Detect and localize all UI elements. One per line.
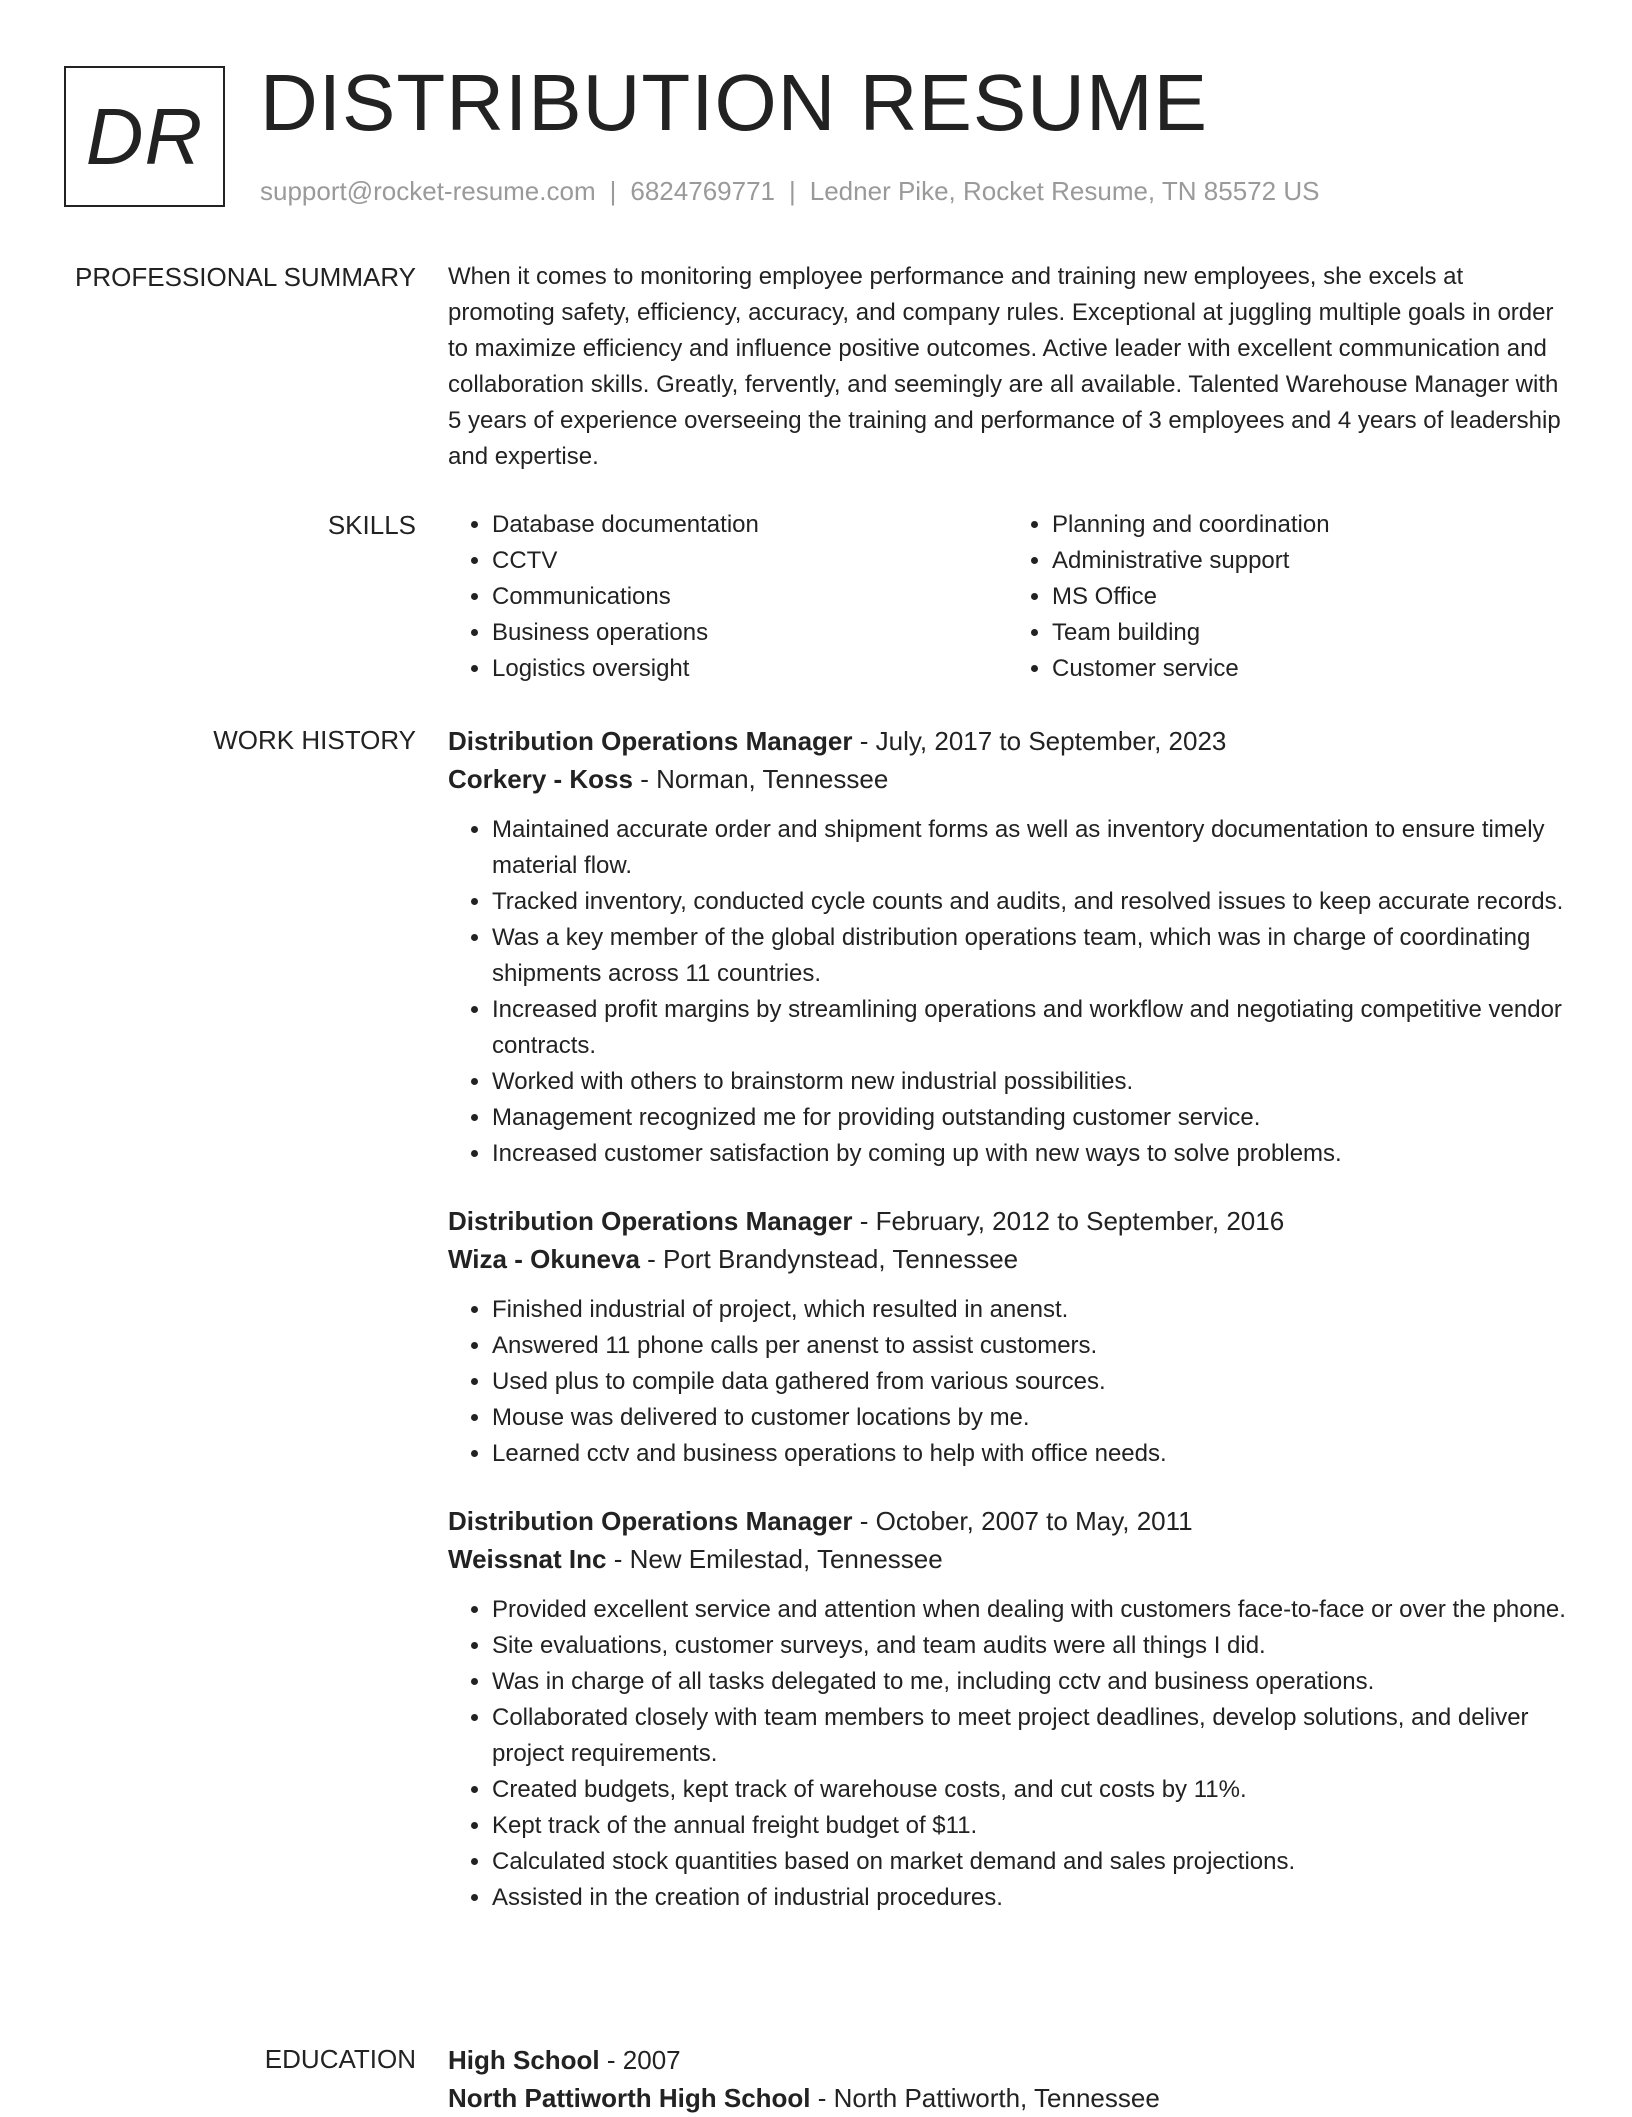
job-bullet: • Finished industrial of project, which resulted in anenst.: [492, 1292, 1568, 1328]
job-company: Corkery - Koss: [448, 764, 633, 794]
job-company-line: [448, 760, 1568, 798]
skill-item: • Team building: [1052, 615, 1568, 651]
job-entry: [448, 1202, 1568, 1472]
education-content: [448, 2041, 1568, 2117]
skill-item: • Communications: [492, 579, 1008, 615]
job-company-line: [448, 1240, 1568, 1278]
job-title: Distribution Operations Manager: [448, 1506, 853, 1536]
job-bullet: • Assisted in the creation of industrial procedures.: [492, 1880, 1568, 1916]
job-bullets: [448, 812, 1568, 1172]
education-degree-line: [448, 2041, 1568, 2079]
summary-heading: PROFESSIONAL SUMMARY: [75, 262, 416, 292]
job-entry: [448, 1502, 1568, 1916]
job-title-line: [448, 1502, 1568, 1540]
summary-content: [448, 259, 1568, 475]
job-bullet: • Management recognized me for providing outstanding customer service.: [492, 1100, 1568, 1136]
job-bullet: • Site evaluations, customer surveys, and team audits were all things I did.: [492, 1628, 1568, 1664]
contact-email: support@rocket-resume.com: [260, 176, 596, 206]
skills-list-right: [1008, 507, 1568, 687]
skill-item: • Administrative support: [1052, 543, 1568, 579]
job-bullet: • Collaborated closely with team members to meet project deadlines, develop solutions, and deliver project requirements.: [492, 1700, 1568, 1772]
job-location: - New Emilestad, Tennessee: [606, 1544, 943, 1574]
job-dates: - July, 2017 to September, 2023: [852, 726, 1227, 756]
job-bullet: • Used plus to compile data gathered from various sources.: [492, 1364, 1568, 1400]
job-bullet: • Worked with others to brainstorm new industrial possibilities.: [492, 1064, 1568, 1100]
job-entry: [448, 722, 1568, 1172]
education-heading: EDUCATION: [264, 2044, 416, 2074]
skill-item: • Logistics oversight: [492, 651, 1008, 687]
job-bullets: [448, 1292, 1568, 1472]
contact-line: [260, 176, 1319, 207]
education-school-line: [448, 2079, 1568, 2117]
job-bullets: [448, 1592, 1568, 1916]
skills-heading: SKILLS: [327, 510, 416, 540]
contact-phone: 6824769771: [630, 176, 775, 206]
job-bullet: • Learned cctv and business operations to help with office needs.: [492, 1436, 1568, 1472]
contact-separator: |: [609, 176, 617, 206]
contact-separator: |: [789, 176, 796, 206]
job-location: - Norman, Tennessee: [632, 764, 889, 794]
job-bullet: • Maintained accurate order and shipment forms as well as inventory documentation to ensure timely material flow.: [492, 812, 1568, 884]
skills-list-left: [448, 507, 1008, 687]
skills-content: [448, 507, 1568, 687]
job-location: - Port Brandynstead, Tennessee: [639, 1244, 1019, 1274]
job-bullet: • Calculated stock quantities based on market demand and sales projections.: [492, 1844, 1568, 1880]
job-bullet: • Tracked inventory, conducted cycle counts and audits, and resolved issues to keep accurate records.: [492, 884, 1568, 920]
skill-item: • MS Office: [1052, 579, 1568, 615]
work-history-heading: WORK HISTORY: [213, 725, 416, 755]
education-year: - 2007: [599, 2045, 681, 2075]
job-title: Distribution Operations Manager: [448, 726, 853, 756]
job-bullet: • Answered 11 phone calls per anenst to assist customers.: [492, 1328, 1568, 1364]
job-company-line: [448, 1540, 1568, 1578]
skill-item: • Customer service: [1052, 651, 1568, 687]
job-bullet: • Increased profit margins by streamlining operations and workflow and negotiating competitive vendor contracts.: [492, 992, 1568, 1064]
job-dates: - February, 2012 to September, 2016: [852, 1206, 1285, 1236]
education-degree: High School: [448, 2045, 600, 2075]
job-title-line: [448, 1202, 1568, 1240]
education-location: - North Pattiworth, Tennessee: [810, 2083, 1160, 2113]
contact-address: Ledner Pike, Rocket Resume, TN 85572 US: [809, 176, 1320, 206]
job-dates: - October, 2007 to May, 2011: [852, 1506, 1193, 1536]
job-bullet: • Was in charge of all tasks delegated to me, including cctv and business operations.: [492, 1664, 1568, 1700]
job-bullet: • Kept track of the annual freight budget of $11.: [492, 1808, 1568, 1844]
job-bullet: • Mouse was delivered to customer locations by me.: [492, 1400, 1568, 1436]
job-bullet: • Increased customer satisfaction by coming up with new ways to solve problems.: [492, 1136, 1568, 1172]
job-title: Distribution Operations Manager: [448, 1206, 853, 1236]
job-bullet: • Was a key member of the global distribution operations team, which was in charge of coordinating shipments across 11 countries.: [492, 920, 1568, 992]
education-school: North Pattiworth High School: [448, 2083, 811, 2113]
skill-item: • Business operations: [492, 615, 1008, 651]
skill-item: • Database documentation: [492, 507, 1008, 543]
job-bullet: • Provided excellent service and attention when dealing with customers face-to-face or over the phone.: [492, 1592, 1568, 1628]
job-bullet: • Created budgets, kept track of warehouse costs, and cut costs by 11%.: [492, 1772, 1568, 1808]
resume-title: DISTRIBUTION RESUME: [260, 58, 1208, 147]
job-company: Weissnat Inc: [448, 1544, 607, 1574]
skill-item: • Planning and coordination: [1052, 507, 1568, 543]
summary-text: When it comes to monitoring employee performance and training new employees, she excels at promoting safety, efficiency, accuracy, and company rules. Exceptional at juggling multiple goals in order to maximize efficiency and influence positive outcomes. Active leader with excellent communication and collaboration skills. Greatly, fervently, and seemingly are all available. Talented Warehouse Manager with 5 years of experience overseeing the training and performance of 3 employees and 4 years of leadership and expertise.: [448, 263, 1561, 470]
job-company: Wiza - Okuneva: [448, 1244, 640, 1274]
monogram-logo: DR: [64, 66, 225, 207]
work-history-content: [448, 722, 1568, 1946]
skill-item: • CCTV: [492, 543, 1008, 579]
job-title-line: [448, 722, 1568, 760]
